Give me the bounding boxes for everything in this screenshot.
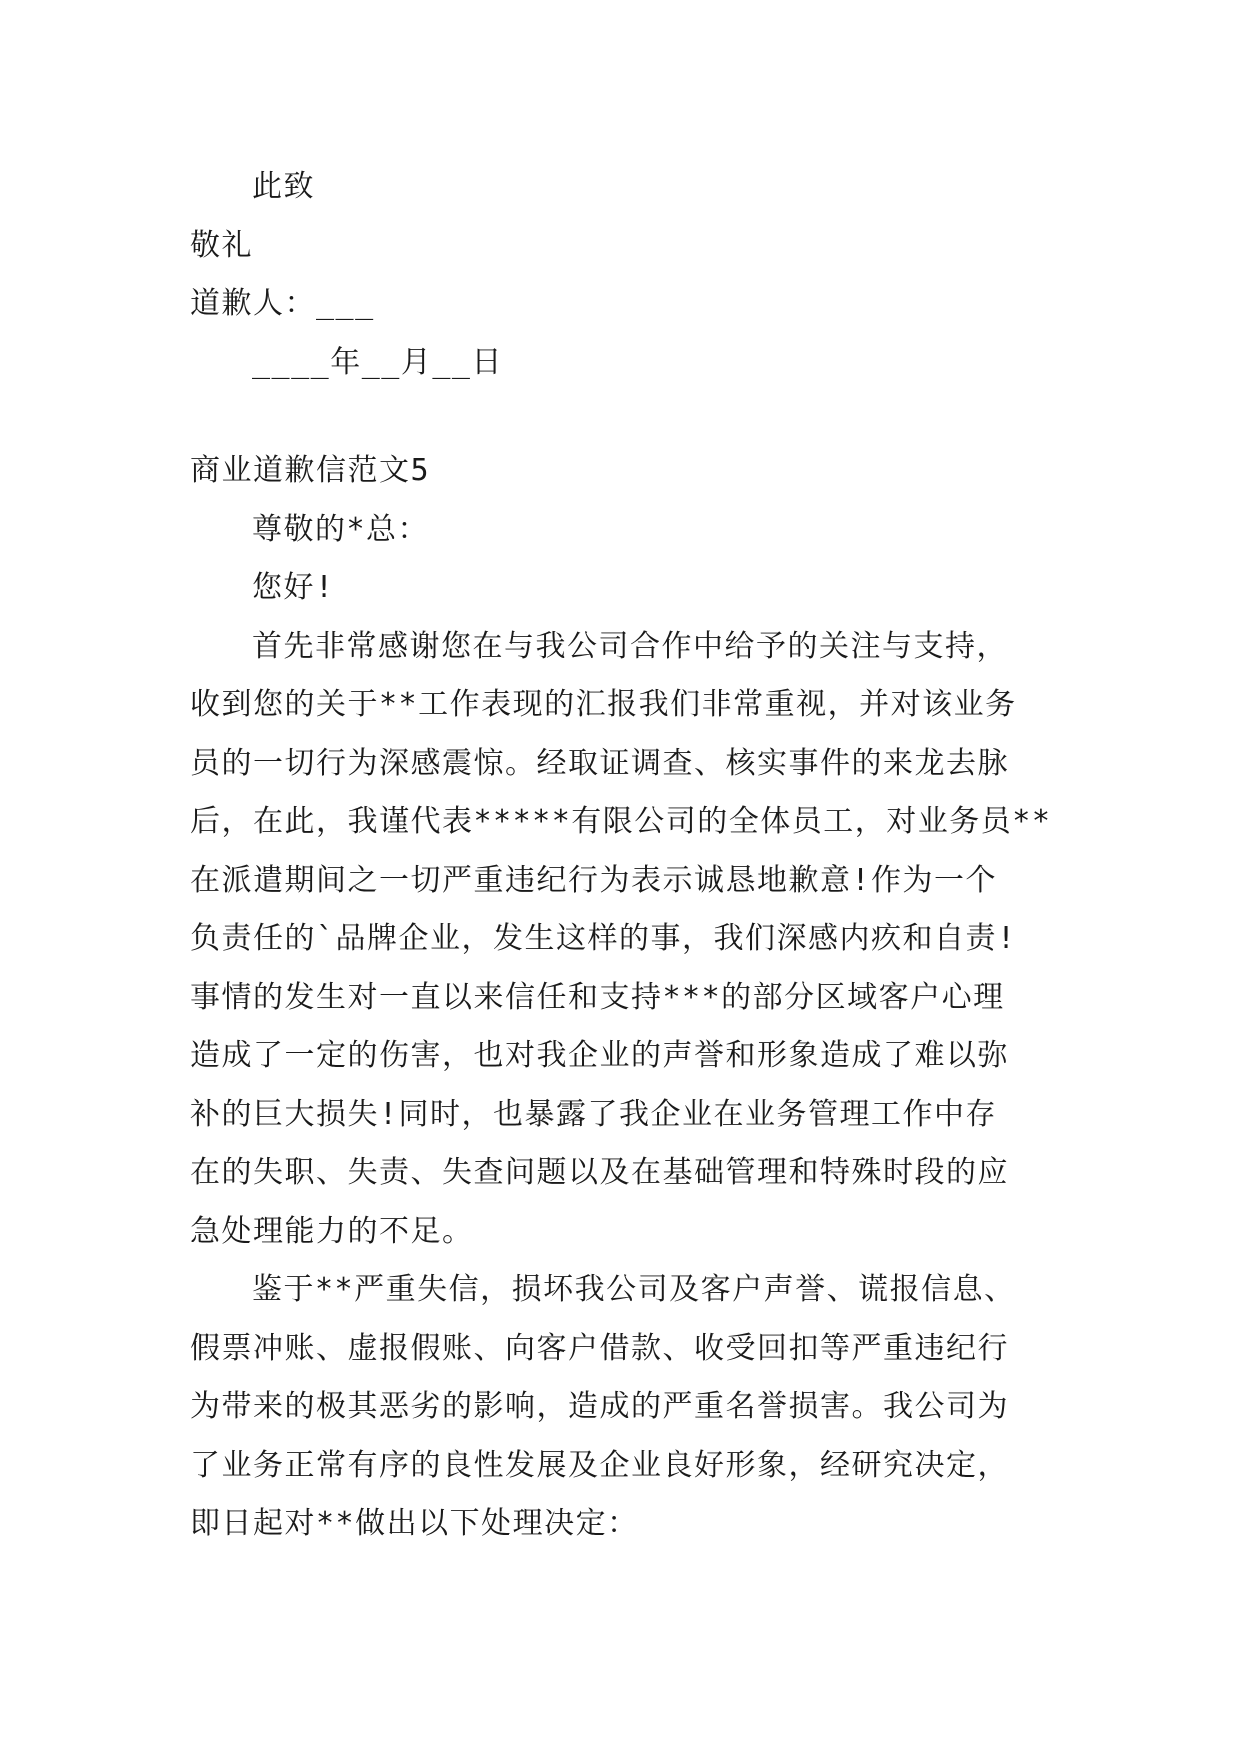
- date-line: ____年__月__日: [252, 344, 503, 380]
- paragraph-line: 在的失职、失责、失查问题以及在基础管理和特殊时段的应: [190, 1155, 1009, 1190]
- paragraph-line: 了业务正常有序的良性发展及企业良好形象，经研究决定，: [190, 1447, 1009, 1483]
- paragraph-line: 首先非常感谢您在与我公司合作中给予的关注与支持，: [252, 628, 1008, 664]
- paragraph-line: 即日起对**做出以下处理决定：: [190, 1506, 639, 1541]
- hello-line: 您好!: [252, 570, 335, 605]
- paragraph-line: 员的一切行为深感震惊。经取证调查、核实事件的来龙去脉: [190, 745, 1009, 781]
- greeting-line: 尊敬的*总：: [252, 511, 430, 547]
- paragraph-line: 事情的发生对一直以来信任和支持***的部分区域客户心理: [190, 979, 1005, 1015]
- paragraph-line: 负责任的`品牌企业，发生这样的事，我们深感内疚和自责!: [190, 921, 1017, 956]
- paragraph-line: 急处理能力的不足。: [190, 1213, 474, 1249]
- paragraph-line: 鉴于**严重失信，损坏我公司及客户声誉、谎报信息、: [252, 1272, 1016, 1307]
- paragraph-1: [190, 618, 1080, 1262]
- paragraph-line: 在派遣期间之一切严重违纪行为表示诚恳地歉意!作为一个: [190, 862, 998, 898]
- closing-regards: 敬礼: [190, 227, 253, 263]
- paragraph-line: 为带来的极其恶劣的影响，造成的严重名誉损害。我公司为: [190, 1389, 1009, 1424]
- section-title: 商业道歉信范文5: [190, 453, 431, 488]
- signer-line: 道歉人：___: [190, 286, 375, 321]
- paragraph-line: 补的巨大损失!同时，也暴露了我企业在业务管理工作中存: [190, 1096, 998, 1132]
- paragraph-line: 收到您的关于**工作表现的汇报我们非常重视，并对该业务: [190, 687, 1017, 722]
- paragraph-line: 假票冲账、虚报假账、向客户借款、收受回扣等严重违纪行: [190, 1330, 1009, 1366]
- paragraph-2: [190, 1261, 1080, 1554]
- paragraph-line: 后，在此，我谨代表*****有限公司的全体员工，对业务员**: [190, 804, 1052, 839]
- paragraph-line: 造成了一定的伤害，也对我企业的声誉和形象造成了难以弥: [190, 1038, 1009, 1073]
- closing-salutation: 此致: [252, 169, 315, 204]
- section-gap: [190, 392, 1080, 442]
- document-body: [190, 158, 1080, 1554]
